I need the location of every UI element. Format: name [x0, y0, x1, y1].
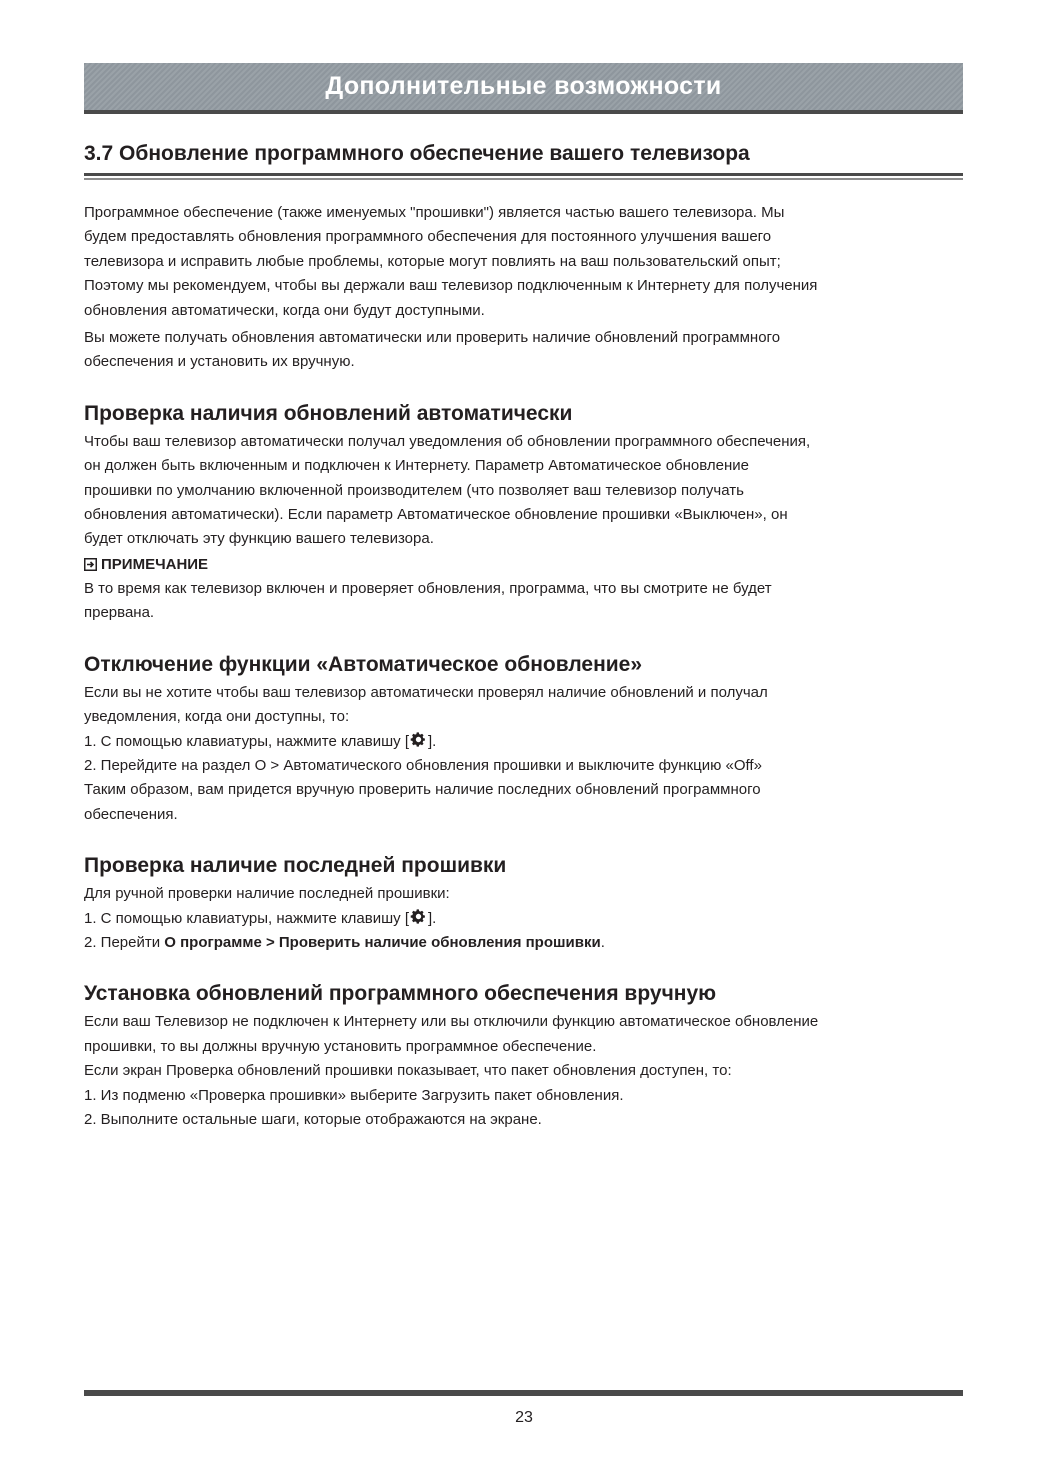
manual-check-intro: Для ручной проверки наличие последней прошивки: — [84, 885, 450, 903]
manual-install-step-1: 1. Из подменю «Проверка прошивки» выберите Загрузить пакет обновления. — [84, 1086, 624, 1104]
manual-install-heading: Установка обновлений программного обеспечения вручную — [84, 982, 717, 1006]
manual-install-paragraph-1: Если ваш Телевизор не подключен к Интернету или вы отключили функцию автоматическое обновление прошивки, то вы должны вручную установить программное обеспечение. — [84, 1013, 819, 1055]
manual-check-step-1: 1. С помощью клавиатуры, нажмите клавишу [ ]. — [84, 909, 437, 927]
intro-paragraph-2: Вы можете получать обновления автоматически или проверить наличие обновлений программного обеспечения и установить их вручную. — [84, 329, 781, 371]
note-icon — [84, 558, 97, 571]
auto-check-paragraph: Чтобы ваш телевизор автоматически получал уведомления об обновлении программного обеспечения, он должен быть включенным и подключен к Интернету. Параметр Автоматическое обновление прошивки по умолчанию включенной производителем (что позволяет ваш телевизор получать обновления автоматически). Если параметр Автоматическое обновление прошивки «Выключен», он будет отключать эту функцию вашего телевизора. — [84, 432, 811, 548]
disable-auto-step-2: 2. Перейдите на раздел О > Автоматического обновления прошивки и выключите функцию «Off» — [84, 756, 762, 774]
disable-auto-heading: Отключение функции «Автоматическое обновление» — [84, 652, 643, 676]
footer-rule — [84, 1390, 963, 1396]
gear-icon — [410, 908, 427, 925]
page-number: 23 — [515, 1409, 533, 1426]
note-text: В то время как телевизор включен и проверяет обновления, программа, что вы смотрите не будет прервана. — [84, 579, 772, 622]
disable-auto-outro: Таким образом, вам придется вручную проверить наличие последних обновлений программного обеспечения. — [84, 781, 761, 823]
disable-auto-intro: Если вы не хотите чтобы ваш телевизор автоматически проверял наличие обновлений и получал уведомления, когда они доступны, то: — [84, 683, 768, 726]
auto-check-heading: Проверка наличия обновлений автоматически — [84, 401, 573, 425]
page-content — [84, 201, 969, 1132]
manual-check-step-2: 2. Перейти О программе > Проверить наличие обновления прошивки. — [84, 933, 605, 951]
gear-icon — [410, 731, 427, 748]
manual-install-paragraph-2: Если экран Проверка обновлений прошивки показывает, что пакет обновления доступен, то: — [84, 1062, 732, 1080]
banner-title: Дополнительные возможности — [325, 72, 722, 100]
section-rule-thick — [84, 173, 963, 176]
header-banner — [84, 63, 963, 114]
intro-paragraph-1: Программное обеспечение (также именуемых "прошивки") является частью вашего телевизора. Мы будем предоставлять обновления программного обеспечения для постоянного улучшения вашего телевизора и исправить любые проблемы, которые могут повлиять на ваш пользовательский опыт; Поэтому мы рекомендуем, чтобы вы держали ваш телевизор подключенным к Интернету для получения обновления автоматически, когда они будут доступными. — [84, 204, 818, 319]
note-label: ПРИМЕЧАНИЕ — [84, 553, 969, 577]
manual-install-step-2: 2. Выполните остальные шаги, которые отображаются на экране. — [84, 1110, 542, 1128]
section-title: 3.7 Обновление программного обеспечение вашего телевизора — [84, 142, 750, 165]
manual-check-heading: Проверка наличие последней прошивки — [84, 854, 507, 878]
disable-auto-step-1: 1. С помощью клавиатуры, нажмите клавишу [ ]. — [84, 732, 437, 750]
section-rule-thin — [84, 178, 963, 180]
